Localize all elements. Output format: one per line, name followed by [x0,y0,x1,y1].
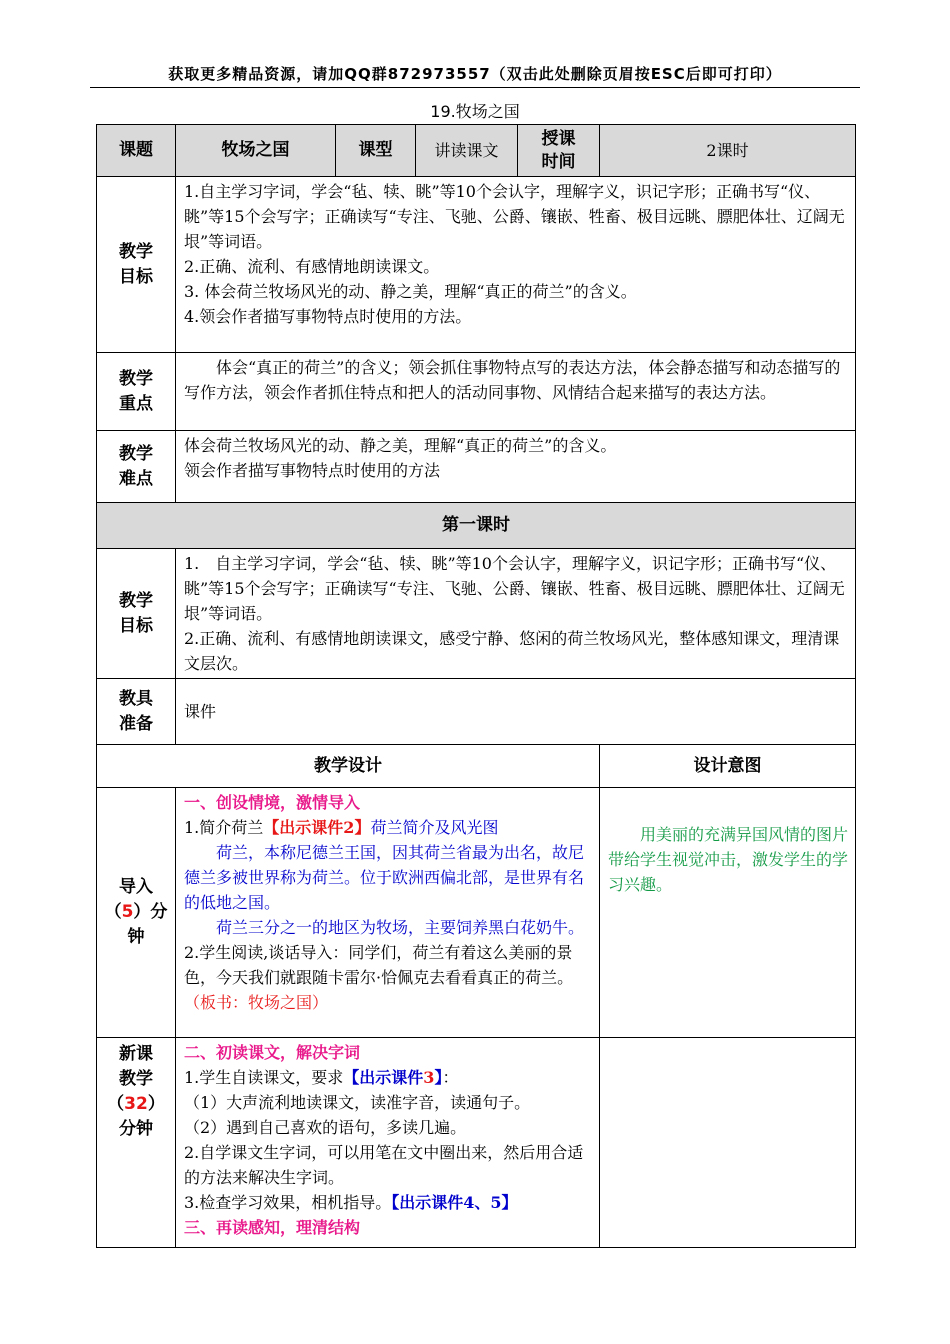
objectives-label-line2: 目标 [119,266,153,287]
objectives-label [97,177,176,353]
first-lesson-title: 第一课时 [97,503,856,549]
key-points-text: 体会“真正的荷兰”的含义；领会抓住事物特点写的表达方法，体会静态描写和动态描写的写作方法，领会作者抓住特点和把人的活动同事物、风情结合起来描写的表达方法。 [184,358,841,402]
objective-item: 4.领会作者描写事物特点时使用的方法。 [184,307,472,326]
objective-item: 2.正确、流利、有感情地朗读课文。 [184,257,440,276]
objectives-content [176,177,856,353]
difficulties-label [97,431,176,503]
intent-header: 设计意图 [600,745,856,788]
tools-label-line2: 准备 [119,713,153,734]
info-row [97,125,856,177]
hours-label-line2: 时间 [541,151,576,172]
new-lesson-label-line4: 分钟 [119,1119,153,1139]
type-label: 课型 [336,125,416,177]
intro-content [176,788,600,1038]
new-lesson-label-line1: 新课 [119,1044,153,1064]
lesson-plan-table [96,124,856,1248]
hours-label [518,125,600,177]
tools-value: 课件 [184,702,217,721]
intro-row [97,788,856,1038]
hours-label-line1: 授课 [541,128,576,149]
tools-label-line1: 教具 [119,688,153,709]
objectives-row [97,177,856,353]
difficulties-row [97,431,856,503]
intro-paragraph-2: 荷兰三分之一的地区为牧场，主要饲养黑白花奶牛。 [216,918,585,937]
tools-row [97,679,856,745]
new-lesson-label-line3: （32） [107,1094,165,1114]
intro-paragraph-1: 荷兰，本称尼德兰王国，因其荷兰省最为出名，故尼德兰多被世界称为荷兰。位于欧洲西偏北部，是世界有名的低地之国。 [184,843,585,912]
new-lesson-content [176,1038,600,1248]
tools-label [97,679,176,745]
first-lesson-objective-item: 2.正确、流利、有感情地朗读课文，感受宁静、悠闲的荷兰牧场风光，整体感知课文，理清课文层次。 [184,629,840,673]
intro-board-note: （板书：牧场之国） [184,993,329,1012]
new-lesson-sub1: （1）大声流利地读课文，读准字音，读通句子。 [184,1093,531,1112]
page-header-notice: 获取更多精品资源，请加QQ群872973557（双击此处删除页眉按ESC后即可打印） [168,65,782,83]
difficulty-item: 领会作者描写事物特点时使用的方法 [184,461,441,480]
new-lesson-step2: 2.自学课文生字词，可以用笔在文中圈出来，然后用合适的方法来解决生字词。 [184,1143,584,1187]
new-lesson-step3: 3.检查学习效果，相机指导。【出示课件4、5】 [184,1193,518,1212]
design-header: 教学设计 [97,745,600,788]
difficulty-item: 体会荷兰牧场风光的动、静之美，理解“真正的荷兰”的含义。 [184,436,617,455]
type-value: 讲读课文 [416,125,518,177]
first-lesson-objectives-content [176,549,856,679]
first-lesson-objectives-row [97,549,856,679]
key-points-content [176,353,856,431]
difficulties-label-line1: 教学 [119,443,153,464]
difficulties-content [176,431,856,503]
key-points-row [97,353,856,431]
new-lesson-step1: 1.学生自读课文，要求【出示课件3】： [184,1068,459,1087]
key-points-label-line1: 教学 [119,368,153,389]
intro-step2: 2.学生阅读,谈话导入：同学们，荷兰有着这么美丽的景色，今天我们就跟随卡雷尔·恰佩克去看看真正的荷兰。 [184,943,574,987]
intro-label [97,788,176,1038]
new-lesson-intent [600,1038,856,1248]
intro-heading: 一、创设情境，激情导入 [184,793,361,812]
new-lesson-heading-3: 三、再读感知，理清结构 [184,1218,361,1237]
intro-label-line2: （5）分钟 [104,902,168,947]
new-lesson-heading: 二、初读课文，解决字词 [184,1043,361,1062]
first-lesson-row [97,503,856,549]
intro-step1: 1.简介荷兰【出示课件2】荷兰简介及风光图 [184,818,499,837]
first-lesson-objectives-label-line2: 目标 [119,615,153,636]
difficulties-label-line2: 难点 [119,468,153,489]
subject-value: 牧场之国 [176,125,336,177]
intro-label-line1: 导入 [119,877,153,897]
first-lesson-objectives-label-line1: 教学 [119,590,153,611]
key-points-label [97,353,176,431]
new-lesson-row [97,1038,856,1248]
new-lesson-label-line2: 教学 [119,1069,153,1089]
new-lesson-sub2: （2）遇到自己喜欢的语句，多读几遍。 [184,1118,467,1137]
subject-label: 课题 [97,125,176,177]
first-lesson-objective-item: 1. 自主学习字词，学会“毡、犊、眺”等10个会认字，理解字义，识记字形；正确书写“仪、眺”等15个会写字；正确读写“专注、飞驰、公爵、镶嵌、牲畜、极目远眺、膘肥体壮、辽阔无垠”等词语。 [184,554,845,623]
new-lesson-label [97,1038,176,1248]
tools-content [176,679,856,745]
design-header-row [97,745,856,788]
objective-item: 1.自主学习字词，学会“毡、犊、眺”等10个会认字，理解字义，识记字形；正确书写“仪、眺”等15个会写字；正确读写“专注、飞驰、公爵、镶嵌、牲畜、极目远眺、膘肥体壮、辽阔无垠”等词语。 [184,182,845,251]
objectives-label-line1: 教学 [119,241,153,262]
intro-intent [600,788,856,1038]
intro-intent-text: 用美丽的充满异国风情的图片带给学生视觉冲击，激发学生的学习兴趣。 [608,825,849,894]
lesson-title: 19.牧场之国 [430,102,520,121]
first-lesson-objectives-label [97,549,176,679]
header-divider [90,87,860,88]
objective-item: 3. 体会荷兰牧场风光的动、静之美，理解“真正的荷兰”的含义。 [184,282,637,301]
key-points-label-line2: 重点 [119,393,153,414]
hours-value: 2课时 [600,125,856,177]
